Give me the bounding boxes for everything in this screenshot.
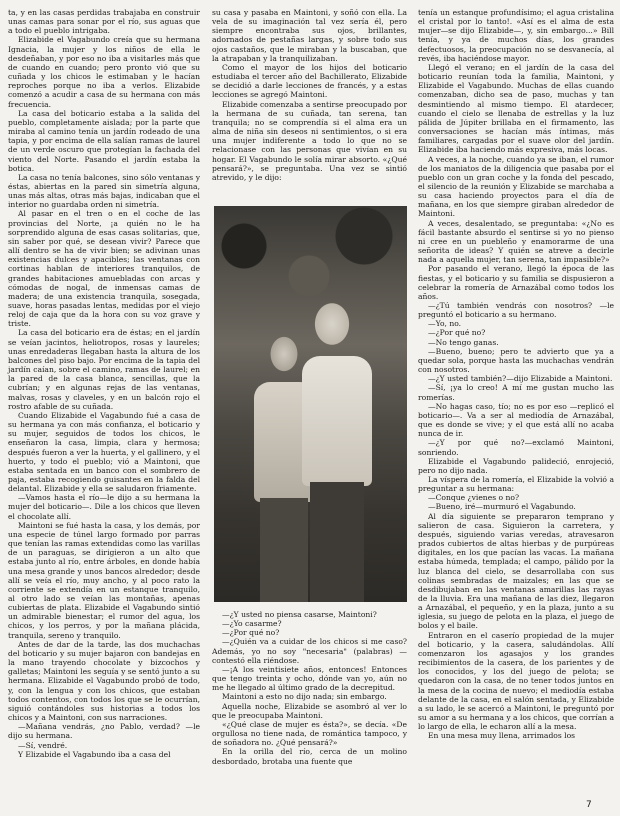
paragraph: Como el mayor de los hijos del boticario estudiaba el tercer año del Bachillerato, Elizabide se decidió a darle lecciones de francés, y a estas lecciones se agregó Maintoni.: [212, 62, 407, 100]
paragraph: —¿Yo casarme?: [222, 619, 282, 629]
photo-figure-left-legs: [260, 498, 308, 602]
paragraph: —¿Por qué no?: [428, 328, 486, 338]
paragraph: —Yo, no.: [428, 319, 462, 329]
paragraph: Elizabide el Vagabundo creía que su hermana Ignacia, la mujer y los niños de ella le desdeñaban, y por eso no iba a visitarles más que de cuando en cuando; pero pronto vió que su cuñada y los chicos le estimaban y le hacían reproches porque no iba a verlos. Elizabide comenzó a acudir a casa de su hermana con más frecuencia.: [8, 35, 200, 109]
paragraph: —¡A los veintisiete años, entonces! Entonces que tengo treinta y ocho, dónde van yo, aún no me he llegado al último grado de la decrepitud.: [212, 664, 407, 693]
paragraph: En la orilla del río, cerca de un molino desbordado, brotaba una fuente que: [212, 747, 407, 766]
paragraph: —Sí, ¡ya lo creo! A mí me gustan mucho las romerías.: [418, 383, 614, 402]
paragraph: —Vamos hasta el río—le dijo a su hermana la mujer del boticario—. Dile a los chicos que lleven el chocolate allí.: [8, 493, 200, 521]
paragraph: ta, y en las casas perdidas trabajaba en construir unas camas para sonar por el río, sus aguas que a todo el pueblo intrigaba.: [8, 8, 200, 36]
paragraph: —¿Quién va a cuidar de los chicos si me caso? Además, yo no soy "necesaria" (palabras) —contestó ella riéndose.: [212, 637, 407, 665]
paragraph: Y Elizabide el Vagabundo iba a casa del: [18, 749, 171, 759]
paragraph: Cuando Elizabide el Vagabundo fué a casa de su hermana ya con más confianza, el boticario y su mujer, seguidos de todos los chicos, le enseñaron la casa, limpia, clara y hermosa; después fueron a ver la huerta, y el gallinero, y el huerto, y todo el pueblo; vió a Maintoni, que estaba sentada en un banco con el sombrero de paja, estaba recogiendo guisantes en la falda del delantal. Elizabide y ella se saludaron friamente.: [8, 410, 200, 494]
paragraph: Elizabide comenzaba a sentirse preocupado por la hermana de su cuñada, tan serena, tan tranquila; no se comprendía si el alma era un alma de niña sin deseos ni sentimientos, o si era una mujer indiferente a todo lo que no se relacionase con las personas que vivían en su hogar. El Vagabundo le solía mirar absorto. «¿Qué pensará?», se preguntaba. Una vez se sintió atrevido, y le dijo:: [212, 99, 407, 182]
paragraph: su casa y pasaba en Maintoni, y soñó con ella. La vela de su imaginación tal vez sería él, pero siempre encontraba sus ojos, brillantes, adornados de pestañas largas, y sobre todo sus ojos castaños, que le miraban y la buscaban, que la atrapaban y la tranquilizaban.: [212, 8, 407, 63]
paragraph: Entraron en el caserío propiedad de la mujer del boticario, y la casera, saludándolas. Allí comenzaron los agasajos y los grandes recibimientos de la casera, de los parientes y de los conocidos, y los del juego de pelota; se quedaron con la casa, de no tener todos juntos en la mesa de la cocina de nuevo; el mediodía estaba delante de la casa, en el salón sentada, y Elizabide a su lado, le se acercó a Maintoni, le preguntó por su amor a su hermana y a los chicos, que corrían a lo largo de ella, le echaron allí a la mesa.: [418, 630, 614, 732]
paragraph: Maintoni se fué hasta la casa, y los demás, por una especie de túnel largo formado por parras que tenían las ramas extendidas como las varillas de un paraguas, se dirigieron a un alto que estaba junto al río, entre árboles, en donde había una mesa grande y unos bancos alrededor; desde allí se veía el río, muy ancho, y al poco rato la corriente se extendía en un estanque tranquilo, al otro lado se veían las montañas, apenas cubiertas de plata. Elizabide el Vagabundo sintió un admirable bienestar; el rumor del agua, los chicos, y los perros, y por la mañana plácida, tranquila, sereno y tranquilo.: [8, 520, 200, 640]
paragraph: —Bueno, iré—murmuró el Vagabundo.: [428, 502, 576, 512]
photograph-couple: [214, 206, 407, 602]
photo-figure-right-legs: [310, 482, 364, 602]
photo-foliage: [214, 206, 407, 316]
paragraph: —No hagas caso, tío; no es por eso —replicó el boticario—. Va a ser al mediodía de Arnazábal, que es donde se vive; y el que está allí no acaba nunca de ir.: [418, 401, 614, 439]
paragraph: A veces, desalentado, se preguntaba: «¿No es fácil bastante absurdo el sentirse si yo no pienso ni cree en un puebleño y enamorarme de una señorita de ideas? Y quién se atreve a decirle nada a aquella mujer, tan serena, tan impasible?»: [418, 218, 614, 265]
paragraph: —Mañana vendrás, ¿no Pablo, verdad? —le dijo su hermana.: [8, 722, 200, 741]
paragraph: «¿Qué clase de mujer es ésta?», se decía. «De orgullosa no tiene nada, de romántica tampoco, y de soñadora no. ¿Qué pensará?»: [212, 719, 407, 748]
paragraph: —Sí, vendré.: [18, 740, 68, 750]
text-column-left: [8, 8, 200, 808]
text-column-middle-bottom: [212, 610, 407, 810]
paragraph: Elizabide el Vagabundo palideció, enrojeció, pero no dijo nada.: [418, 456, 614, 475]
paragraph: Por pasando el verano, llegó la época de las fiestas, y el boticario y su familia se dispusieron a celebrar la romería de Arnazábal como todos los años.: [418, 264, 614, 301]
paragraph: En una mesa muy llena, arrimados los: [428, 731, 576, 741]
paragraph: Llegó el verano; en el jardín de la casa del boticario reunían toda la familia, Maintoni, y Elizabide el Vagabundo. Muchas de ellas cuando comenzaban, dicho sea de paso, muchas y tan desmintiendo al mismo tiempo. El atardecer, cuando el cielo se llenaba de estrellas y la luz pálida de Júpiter brillaba en el firmamento, las conversaciones se hacían más íntimas, más familiares, cargadas por el suave olor del jardín. Elizabide iba haciendo más expresiva, más locas.: [418, 62, 614, 155]
photo-figure-right: [302, 356, 372, 486]
paragraph: Maintoni a esto no dijo nada; sin embargo.: [222, 692, 387, 702]
paragraph: —¿Por qué no?: [222, 628, 280, 638]
paragraph: Aquella noche, Elizabide se asombró al ver lo que le preocupaba Maintoni.: [212, 701, 407, 720]
paragraph: —¿Y por qué no?—exclamó Maintoni, sonriendo.: [418, 438, 614, 457]
paragraph: —Bueno, bueno; pero te advierto que ya a quedar sola, porque hasta las muchachas vendrán con nosotros.: [418, 346, 614, 375]
paragraph: A veces, a la noche, cuando ya se iban, el rumor de los maniatos de la diligencia que pasaba por el pueblo con un gran coche y la fonda del pescado, el silencio de la reunión y Elizabide se marchaba a su casa haciendo proyectos para el día de mañana, en los que siempre giraban alrededor de Maintoni.: [418, 154, 614, 219]
paragraph: —¿Y usted también?—dijo Elizabide a Maintoni.: [428, 374, 613, 384]
paragraph: Antes de dar de la tarde, las dos muchachas del boticario y su mujer bajaron con bandejas en la mano trayendo chocolate y bizcochos y galletas; Maintoni les seguía y se sentó junto a su hermana. Elizabide el Vagabundo probó de todo, y, con la lengua y con los chicos, que estaban todos contentos, con todos los que se le ocurrían, siguió contándoles sus historias a todos los chicos y a Maintoni, con sus narraciones.: [8, 639, 200, 723]
paragraph: tenía un estanque profundísimo; el agua cristalina el cristal por lo tanto!. «Así es el alma de esta mujer—se dijo Elizabide—, y, sin embargo...» Bill tenía, y ya de muchos días, los grandes defectuosos, la preocupación no se desvanecía, al revés, iba haciéndose mayor.: [418, 8, 614, 63]
paragraph: La casa no tenía balcones, sino sólo ventanas y éstas, abiertas en la pared sin simetría alguna, unas más altas, otras más bajas, indicaban que el interior no guardaba orden ni simetría.: [8, 172, 200, 210]
paragraph: —No tengo ganas.: [428, 337, 499, 347]
paragraph: La casa del boticario estaba a la salida del pueblo, completamente aislada; por la parte que miraba al camino tenía un jardín rodeado de una tapia, y por encima de ella salían ramas de laurel de un verde oscuro que protegían la fachada del viento del Norte. Pasando el jardín estaba la botica.: [8, 108, 200, 173]
paragraph: La casa del boticario era de éstas; en el jardín se veían jacintos, heliotropos, rosas y laureles; unas enredaderas llegaban hasta la altura de los balcones del piso bajo. Por encima de la tapia del jardín caían, sobre el camino, ramas de laurel; en la pared de la casa blanca, sencillas, que la cubrían; y en algunas rejas de las ventanas, malvas, rosas y claveles, y en un balcón rojo el rostro afable de su cuñada.: [8, 328, 200, 411]
text-column-right: [418, 8, 614, 808]
paragraph: —¿Tú también vendrás con nosotros? —le preguntó el boticario a su hermano.: [418, 301, 614, 320]
paragraph: —Conque ¿vienes o no?: [428, 493, 520, 503]
paragraph: Al día siguiente se prepararon temprano y salieron de casa. Siguieron la carretera, y después, siguiendo varias veredas, atravesaron prados cubiertos de altas hierbas y de purpúreas digitales, en los que pacían las vacas. La mañana estaba húmeda, templada; el campo, pálido por la luz blanca del cielo, se desarrollaba con sus colinas sembradas de maizales; en las que se desdibujaban en las ventanas amarillas las rayas de la lluvia. Era una mañana de las diez, llegaron a Arnazábal, el pequeño, y en la plaza, junto a su iglesia, su juego de pelota en la plaza, el juego de bolos y el baile.: [418, 511, 614, 631]
paragraph: Al pasar en el tren o en el coche de las provincias del Norte, ¡a quién no le ha sorprendido alguna de esas casas solitarias, que, sin saber por qué, se desean vivir? Parece que allí dentro se ha de vivir bien; se adivinan unas existencias dulces y apacibles; las ventanas con cortinas hablan de interiores tranquilos, de grandes habitaciones amuebladas con arcas y cómodas de nogal, de inmensas camas de madera; de una existencia tranquila, sosegada, suave, horas pasadas lentas, medidas por el viejo reloj de caja que da la hora con su voz grave y triste.: [8, 209, 200, 329]
paragraph: La víspera de la romería, el Elizabide la volvió a preguntar a su hermana:: [418, 474, 614, 494]
paragraph: —¿Y usted no piensa casarse, Maintoni?: [222, 610, 377, 619]
text-column-middle-top: [212, 8, 407, 203]
page-number: 7: [586, 800, 592, 810]
